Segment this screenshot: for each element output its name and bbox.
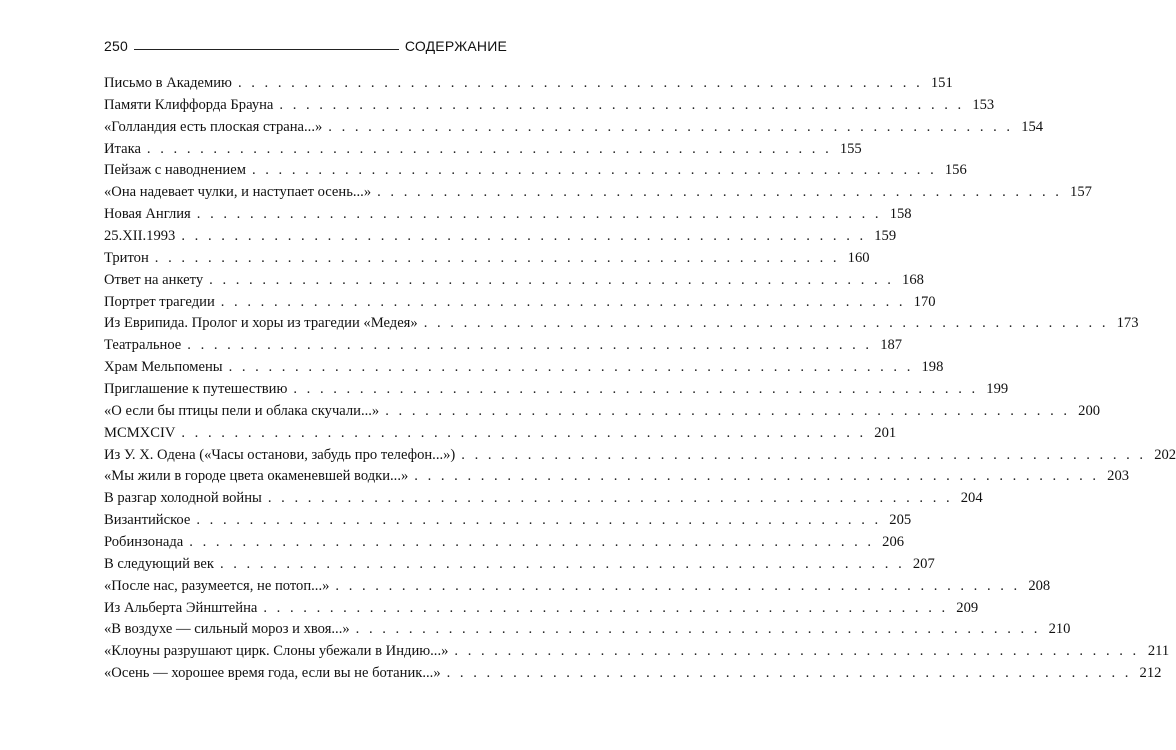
toc-entry-title: Тритон [104,249,149,266]
dot-leader [209,272,894,289]
toc-entry-title: Византийское [104,512,191,529]
toc-entry-page: 198 [921,359,944,376]
toc-entry-title: MCMXCIV [104,424,176,441]
toc-entry-page: 207 [912,555,935,572]
toc-entry-page: 199 [986,381,1009,398]
toc-entry [104,140,862,163]
toc-entry-title: «Она надевает чулки, и наступает осень...» [104,184,372,201]
toc-entry-title: «В воздухе — сильный мороз и хвоя...» [104,621,350,638]
dot-leader [335,578,1020,595]
toc-entry-title: В разгар холодной войны [104,490,262,507]
toc-entry-title: «Мы жили в городе цвета окаменевшей водки...» [104,468,409,485]
toc-entry-page: 208 [1028,577,1051,594]
dot-leader [187,337,872,354]
dot-leader [377,184,1062,201]
toc-entry-title: Итака [104,140,141,157]
toc-entry-page: 160 [847,249,870,266]
toc-entry [104,162,967,184]
toc-entry [104,599,979,622]
toc-entry-title: Ответ на анкету [104,271,204,288]
page-number: 250 [104,38,128,54]
toc-entry [104,381,1009,403]
toc-entry-title: Пейзаж с наводнением [104,162,246,179]
dot-leader [238,75,923,92]
toc-entry-page: 156 [944,162,967,179]
toc-entry [104,206,912,228]
toc-entry-title: «Осень — хорошее время года, если вы не ботаник...» [104,665,441,682]
dot-leader [197,206,882,223]
running-header [104,38,507,54]
toc-entry [104,643,1170,665]
toc-entry [104,512,912,534]
toc-entry [104,468,1130,490]
toc-entry-page: 158 [889,206,912,223]
toc-entry-page: 168 [902,271,924,288]
toc-entry-page: 187 [880,337,903,354]
toc-entry-title: Из Альберта Эйнштейна [104,599,258,616]
dot-leader [447,665,1132,682]
dot-leader [414,468,1099,485]
toc-entry [104,96,995,119]
toc-entry-page: 200 [1078,402,1101,419]
toc-entry [104,402,1101,425]
toc-entry-page: 173 [1116,315,1139,332]
toc-entry [104,293,936,316]
dot-leader [268,490,953,507]
dot-leader [385,403,1070,420]
dot-leader [252,162,937,179]
toc-entry-page: 211 [1147,643,1170,660]
toc-entry [104,577,1051,600]
toc-entry [104,184,1092,206]
toc-entry-page: 151 [930,75,953,91]
dot-leader [147,141,832,158]
toc-entry [104,555,935,578]
toc-entry-title: «Голландия есть плоская страна...» [104,118,323,135]
dot-leader [279,97,964,114]
dot-leader [263,600,948,617]
toc-entry-title: Памяти Клиффорда Брауна [104,96,274,113]
toc-entry [104,337,903,359]
dot-leader [424,315,1109,332]
toc-entry-title: Новая Англия [104,206,191,223]
toc-entry-title: Приглашение к путешествию [104,381,288,398]
dot-leader [328,119,1013,136]
toc-entry [104,534,905,556]
toc-entry-title: «О если бы птицы пели и облака скучали...» [104,402,380,419]
toc-entry-title: Храм Мельпомены [104,359,223,376]
dot-leader [181,228,866,245]
header-rule [134,49,399,50]
toc-entry-page: 201 [874,424,897,441]
toc-entry [104,490,983,512]
toc-entry [104,75,953,97]
dot-leader [229,359,914,376]
toc-entry-title: Из У. Х. Одена («Часы останови, забудь про телефон...») [104,446,456,463]
toc-entry-title: Из Еврипида. Пролог и хоры из трагедии «Медея» [104,315,418,332]
toc-entry-page: 210 [1048,621,1071,638]
toc-entry [104,424,897,447]
toc-entry-page: 209 [956,599,979,616]
dot-leader [181,425,866,442]
toc-entry-page: 202 [1154,446,1176,463]
dot-leader [189,534,874,551]
dot-leader [221,294,906,311]
toc-entry [104,315,1139,337]
toc-entry [104,249,870,272]
toc-entry-page: 157 [1070,184,1092,201]
toc-entry [104,228,897,250]
section-title: СОДЕРЖАНИЕ [404,38,507,54]
table-of-contents [104,75,1176,687]
toc-entry [104,271,924,294]
dot-leader [220,556,905,573]
toc-entry-page: 206 [882,534,905,551]
toc-entry-page: 212 [1139,665,1162,682]
toc-entry-title: В следующий век [104,555,214,572]
toc-entry-title: Портрет трагедии [104,293,215,310]
toc-entry-title: «Клоуны разрушают цирк. Слоны убежали в Индию...» [104,643,449,660]
toc-entry-title: Робинзонада [104,534,184,551]
toc-entry-page: 153 [972,96,995,113]
toc-entry-title: 25.XII.1993 [104,228,176,245]
dot-leader [454,643,1139,660]
toc-entry-title: Театральное [104,337,182,354]
toc-entry-page: 204 [960,490,983,507]
toc-entry [104,665,1162,687]
toc-entry [104,359,944,381]
toc-entry-page: 170 [913,293,936,310]
toc-entry-title: «После нас, разумеется, не потоп...» [104,577,330,594]
toc-entry [104,621,1071,643]
toc-entry [104,118,1044,141]
toc-entry-page: 155 [839,140,862,157]
toc-entry-title: Письмо в Академию [104,75,232,91]
dot-leader [155,250,840,267]
toc-entry-page: 205 [889,512,912,529]
toc-entry-page: 154 [1021,118,1044,135]
dot-leader [293,381,978,398]
toc-entry-page: 159 [874,228,897,245]
dot-leader [356,621,1041,638]
toc-entry [104,446,1176,469]
dot-leader [461,447,1146,464]
toc-entry-page: 203 [1107,468,1130,485]
dot-leader [196,512,881,529]
